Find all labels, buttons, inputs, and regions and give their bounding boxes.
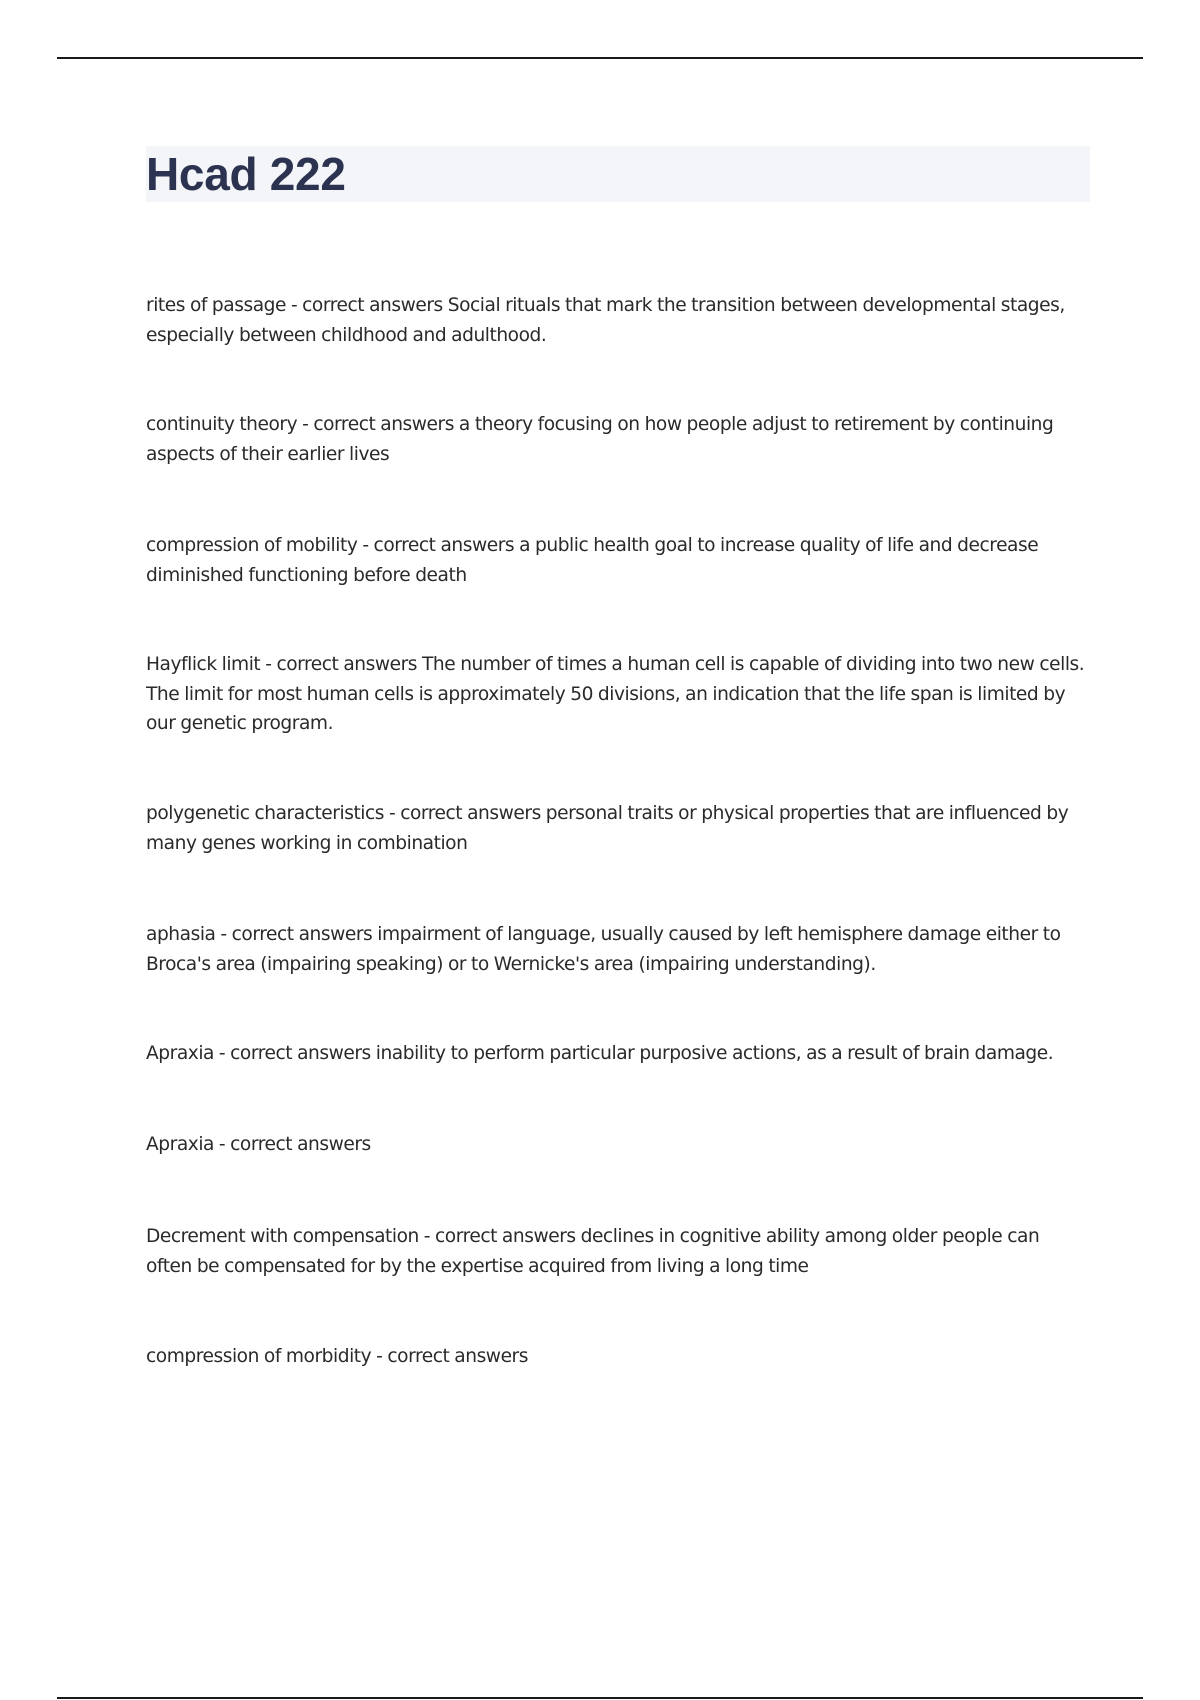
flashcard-entry: compression of mobility - correct answers a public health goal to increase quality of life and decrease diminished functioning before death	[146, 535, 1039, 586]
flashcard-entry: compression of morbidity - correct answers	[146, 1346, 528, 1367]
flashcard-entry: Decrement with compensation - correct answers declines in cognitive ability among older people can often be compensated for by the expertise acquired from living a long time	[146, 1226, 1040, 1277]
flashcard-entry: polygenetic characteristics - correct answers personal traits or physical properties that are influenced by many genes working in combination	[146, 803, 1069, 854]
flashcard-entry: Apraxia - correct answers inability to perform particular purposive actions, as a result of brain damage.	[146, 1043, 1054, 1064]
flashcard-entry: aphasia - correct answers impairment of language, usually caused by left hemisphere damage either to Broca's area (impairing speaking) or to Wernicke's area (impairing understanding).	[146, 924, 1061, 975]
document-title: Hcad 222	[146, 148, 346, 200]
flashcard-entry: rites of passage - correct answers Social rituals that mark the transition between developmental stages, especially between childhood and adulthood.	[146, 295, 1065, 346]
flashcard-entry: Apraxia - correct answers	[146, 1134, 371, 1155]
flashcard-entry: Hayflick limit - correct answers The number of times a human cell is capable of dividing into two new cells. The limit for most human cells is approximately 50 divisions, an indication that the life span is limited by our genetic program.	[146, 654, 1085, 734]
bottom-rule	[57, 1697, 1143, 1699]
top-rule	[57, 57, 1143, 59]
flashcard-entry: continuity theory - correct answers a theory focusing on how people adjust to retirement by continuing aspects of their earlier lives	[146, 414, 1054, 465]
